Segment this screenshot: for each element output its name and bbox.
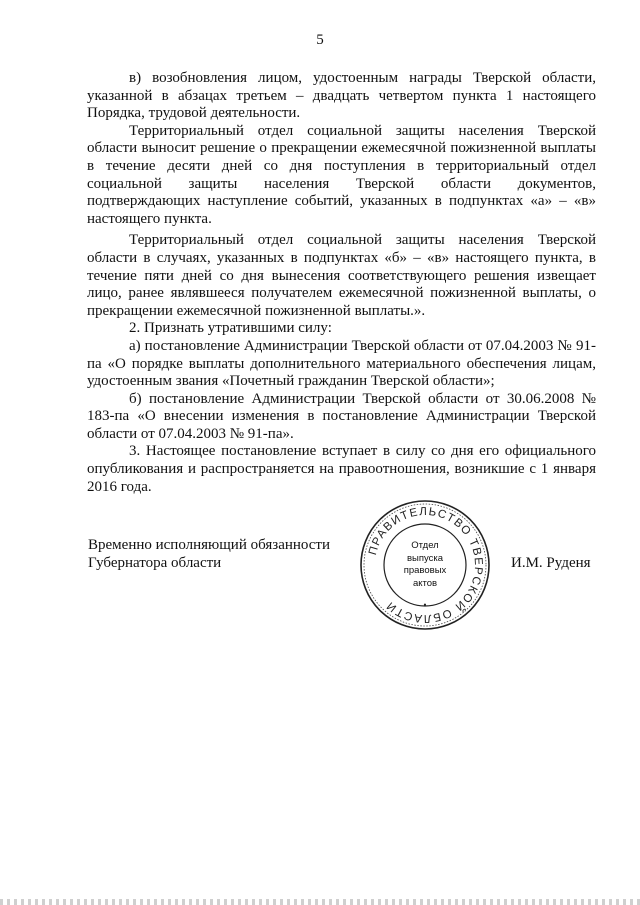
page-number: 5 <box>316 32 324 48</box>
signer-position-line-2: Губернатора области <box>88 554 222 571</box>
scan-footer-noise <box>0 899 640 905</box>
paragraph-v: в) возобновления лицом, удостоенным награды Тверской области, указанной в абзацах третьем – двадцать четвертом пункта 1 настоящего Порядка, трудовой деятельности. <box>87 70 596 122</box>
seal-line-3: правовых <box>403 565 447 576</box>
paragraph-item-2a: а) постановление Администрации Тверской области от 07.04.2003 № 91-па «О порядке выплаты дополнительного материального обеспечения лицам, удостоенным звания «Почетный гражданин Тверской области»; <box>87 337 596 390</box>
paragraph-item-2b: б) постановление Администрации Тверской области от 30.06.2008 № 183-па «О внесении изменения в постановление Администрации Тверской области от 07.04.2003 № 91-па». <box>87 390 596 442</box>
paragraph-item-3: 3. Настоящее постановление вступает в силу со дня его официального опубликования и распространяется на правоотношения, возникшие с 1 января 2016 года. <box>87 443 596 495</box>
seal-ring-text: ПРАВИТЕЛЬСТВО ТВЕРСКОЙ ОБЛАСТИ <box>367 505 485 625</box>
seal-center-text <box>358 498 492 632</box>
seal-line-2: выпуска <box>406 552 444 564</box>
official-seal <box>358 498 492 632</box>
paragraph-item-2: 2. Признать утратившими силу: <box>129 320 332 337</box>
paragraph-notification: Территориальный отдел социальной защиты населения Тверской области в случаях, указанных в подпунктах «б» – «в» настоящего пункта, в течение пяти дней со дня вынесения соответствующего решения извещает лицо, ранее являвшееся получателем ежемесячной пожизненной выплаты, о прекращении ежемесячной пожизненной выплаты.». <box>87 232 596 319</box>
signer-position-line-1: Временно исполняющий обязанности <box>88 537 331 553</box>
seal-line-4: актов <box>412 577 438 589</box>
seal-line-1: Отдел <box>411 540 439 551</box>
paragraph-decision: Территориальный отдел социальной защиты населения Тверской области выносит решение о прекращении ежемесячной пожизненной выплаты в течение десяти дней со дня поступления в территориальный отдел социальной защиты населения Тверской области документов, подтверждающих наступление событий, указанных в подпунктах «а» – «в» настоящего пункта. <box>87 122 596 227</box>
seal-star-icon: • <box>423 600 427 610</box>
document-body <box>87 70 596 496</box>
signer-name: И.М. Руденя <box>511 555 591 571</box>
signature-block <box>88 537 378 572</box>
